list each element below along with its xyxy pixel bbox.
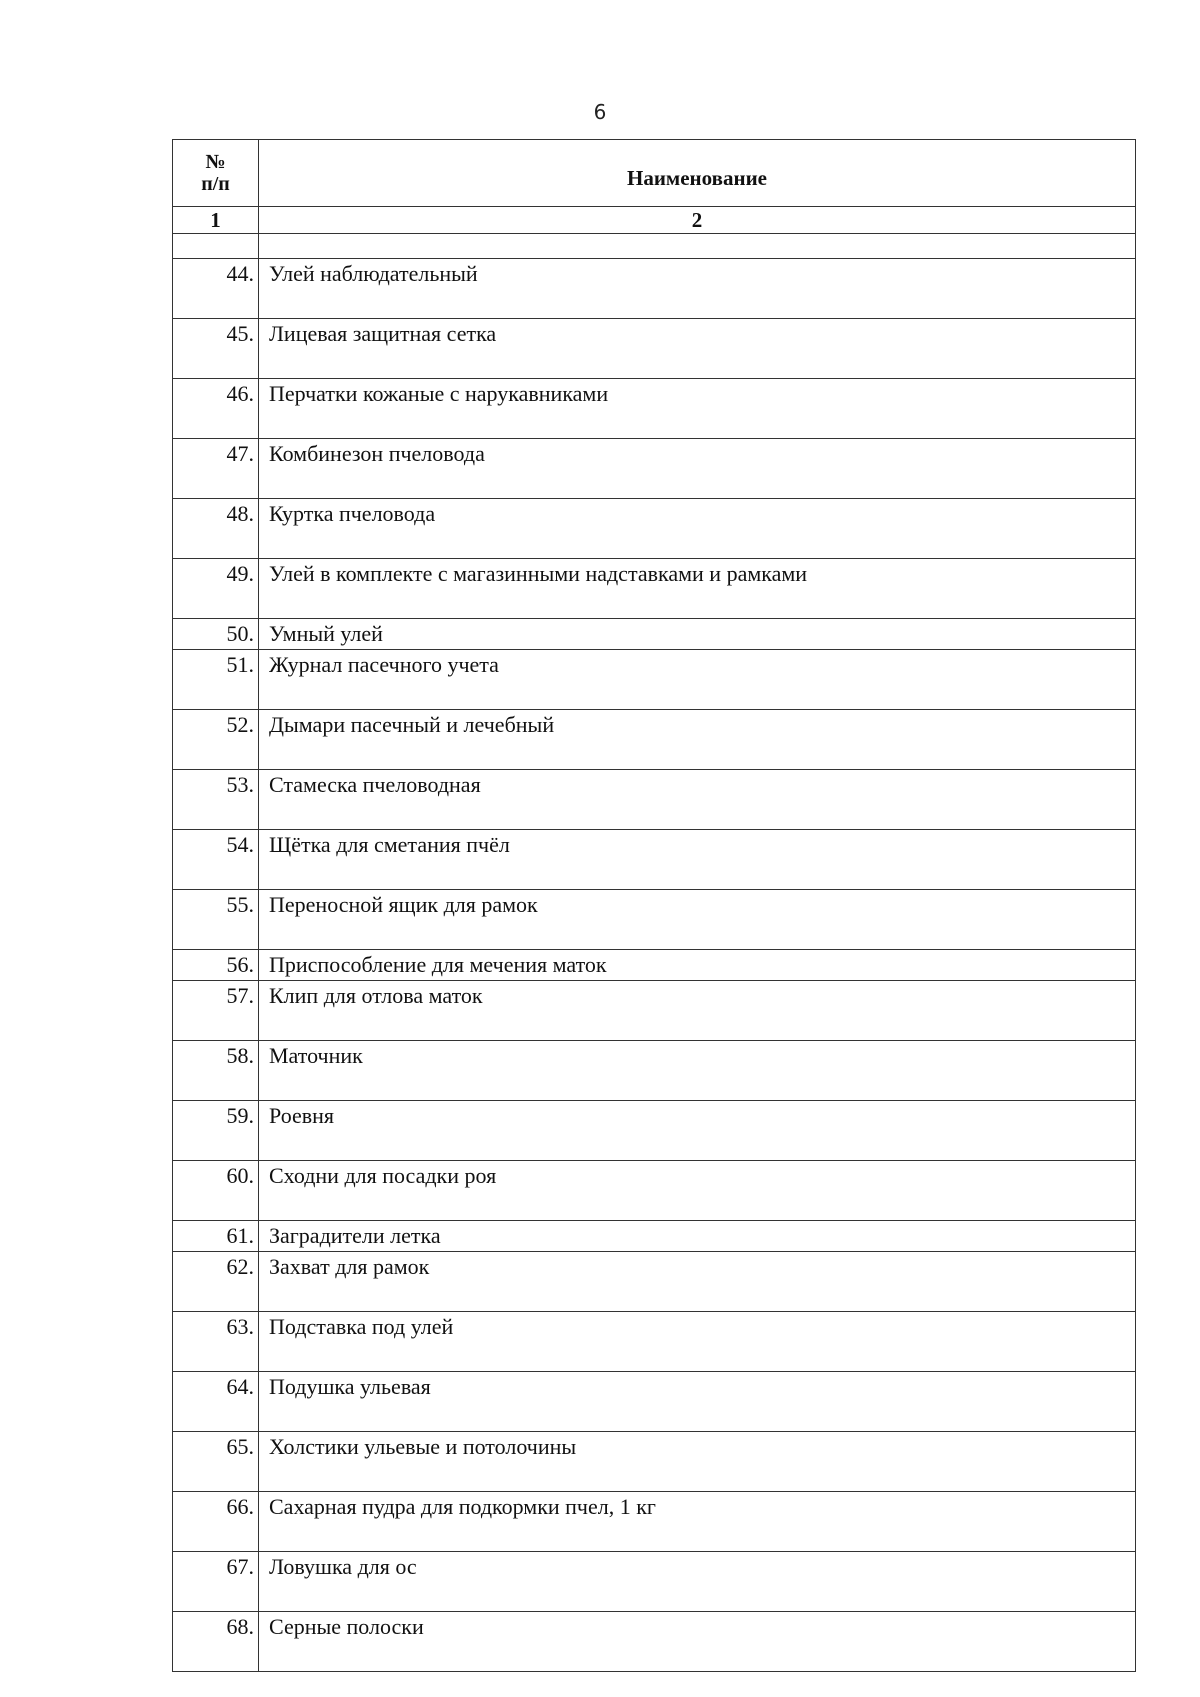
row-name: Стамеска пчеловодная	[259, 770, 1136, 830]
table-row	[173, 1161, 1136, 1221]
row-name: Приспособление для мечения маток	[259, 950, 1136, 981]
row-name: Холстики ульевые и потолочины	[259, 1432, 1136, 1492]
table-row	[173, 259, 1136, 319]
row-name: Умный улей	[259, 619, 1136, 650]
row-name: Подставка под улей	[259, 1312, 1136, 1372]
table-row	[173, 379, 1136, 439]
row-number: 51.	[173, 650, 259, 710]
table-row	[173, 439, 1136, 499]
table-row	[173, 559, 1136, 619]
table-row	[173, 950, 1136, 981]
row-number: 50.	[173, 619, 259, 650]
table-row	[173, 1252, 1136, 1312]
row-number: 59.	[173, 1101, 259, 1161]
spacer-cell-num	[173, 234, 259, 259]
table-row	[173, 1372, 1136, 1432]
row-number: 48.	[173, 499, 259, 559]
row-number: 52.	[173, 710, 259, 770]
row-number: 62.	[173, 1252, 259, 1312]
row-number: 57.	[173, 981, 259, 1041]
row-number: 66.	[173, 1492, 259, 1552]
row-number: 65.	[173, 1432, 259, 1492]
row-number: 64.	[173, 1372, 259, 1432]
table-row	[173, 1101, 1136, 1161]
table-row	[173, 1612, 1136, 1672]
table-row	[173, 1492, 1136, 1552]
row-name: Куртка пчеловода	[259, 499, 1136, 559]
row-name: Дымари пасечный и лечебный	[259, 710, 1136, 770]
row-name: Серные полоски	[259, 1612, 1136, 1672]
header-name: Наименование	[259, 140, 1136, 207]
row-name: Улей в комплекте с магазинными надставками и рамками	[259, 559, 1136, 619]
items-table	[172, 139, 1136, 1672]
row-name: Улей наблюдательный	[259, 259, 1136, 319]
table-row	[173, 770, 1136, 830]
row-number: 67.	[173, 1552, 259, 1612]
row-number: 56.	[173, 950, 259, 981]
row-number: 58.	[173, 1041, 259, 1101]
table-row	[173, 830, 1136, 890]
table-row	[173, 650, 1136, 710]
row-number: 44.	[173, 259, 259, 319]
row-number: 46.	[173, 379, 259, 439]
table-row	[173, 1041, 1136, 1101]
table-row	[173, 710, 1136, 770]
table-row	[173, 1221, 1136, 1252]
row-name: Переносной ящик для рамок	[259, 890, 1136, 950]
row-name: Лицевая защитная сетка	[259, 319, 1136, 379]
row-name: Захват для рамок	[259, 1252, 1136, 1312]
row-number: 45.	[173, 319, 259, 379]
row-number: 63.	[173, 1312, 259, 1372]
row-number: 55.	[173, 890, 259, 950]
row-number: 61.	[173, 1221, 259, 1252]
header-num-line2: п/п	[201, 173, 230, 195]
row-name: Журнал пасечного учета	[259, 650, 1136, 710]
table-row	[173, 499, 1136, 559]
table-row	[173, 981, 1136, 1041]
page-number: 6	[593, 100, 607, 124]
row-name: Подушка ульевая	[259, 1372, 1136, 1432]
row-name: Заградители летка	[259, 1221, 1136, 1252]
row-number: 47.	[173, 439, 259, 499]
row-number: 54.	[173, 830, 259, 890]
row-name: Ловушка для ос	[259, 1552, 1136, 1612]
items-table-container	[172, 139, 1135, 1672]
row-name: Роевня	[259, 1101, 1136, 1161]
row-name: Комбинезон пчеловода	[259, 439, 1136, 499]
spacer-cell-name	[259, 234, 1136, 259]
row-name: Клип для отлова маток	[259, 981, 1136, 1041]
table-row	[173, 1312, 1136, 1372]
table-body	[173, 259, 1136, 1672]
row-number: 68.	[173, 1612, 259, 1672]
header-num-line1: №	[205, 151, 226, 173]
table-index-row	[173, 207, 1136, 234]
row-number: 53.	[173, 770, 259, 830]
table-row	[173, 1552, 1136, 1612]
row-number: 60.	[173, 1161, 259, 1221]
table-spacer-row	[173, 234, 1136, 259]
header-num	[173, 140, 259, 207]
table-row	[173, 619, 1136, 650]
table-row	[173, 1432, 1136, 1492]
header-col2-index: 2	[259, 207, 1136, 234]
row-name: Сахарная пудра для подкормки пчел, 1 кг	[259, 1492, 1136, 1552]
table-row	[173, 319, 1136, 379]
table-row	[173, 890, 1136, 950]
table-header-row	[173, 140, 1136, 207]
row-name: Щётка для сметания пчёл	[259, 830, 1136, 890]
row-name: Перчатки кожаные с нарукавниками	[259, 379, 1136, 439]
header-col1-index: 1	[173, 207, 259, 234]
row-name: Сходни для посадки роя	[259, 1161, 1136, 1221]
row-name: Маточник	[259, 1041, 1136, 1101]
row-number: 49.	[173, 559, 259, 619]
